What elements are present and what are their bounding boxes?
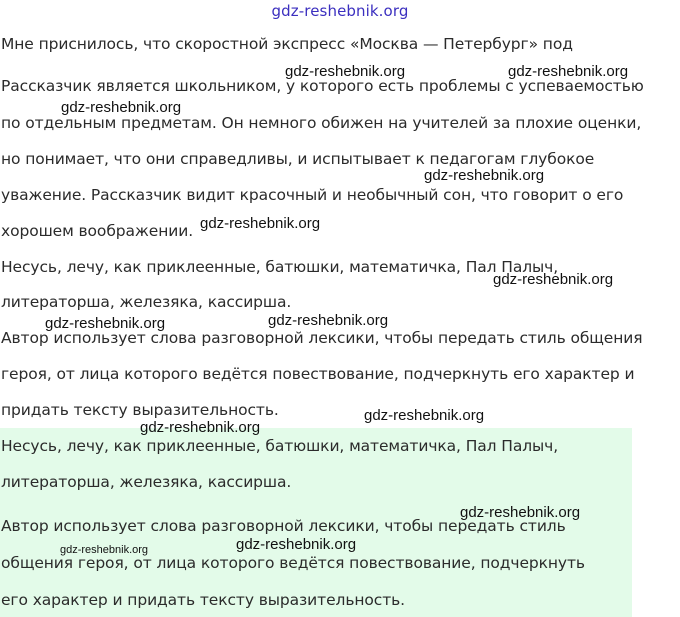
highlighted-line: Автор использует слова разговорной лексики, чтобы передать стиль [1,517,566,535]
watermark: gdz-reshebnik.org [200,215,321,232]
watermark: gdz-reshebnik.org [364,407,485,424]
text-line: уважение. Рассказчик видит красочный и необычный сон, что говорит о его [1,186,624,204]
watermark: gdz-reshebnik.org [424,167,545,184]
text-line: но понимает, что они справедливы, и испытывает к педагогам глубокое [1,150,595,168]
text-line: хорошем воображении. [1,222,194,240]
watermark: gdz-reshebnik.org [45,315,166,332]
text-line: Мне приснилось, что скоростной экспресс «Москва — Петербург» под [1,35,573,53]
highlighted-line: его характер и придать тексту выразительность. [1,591,405,609]
text-line: по отдельным предметам. Он немного обижен на учителей за плохие оценки, [1,114,642,132]
watermark: gdz-reshebnik.org [268,312,389,329]
watermark: gdz-reshebnik.org [236,536,357,553]
watermark: gdz-reshebnik.org [285,63,406,80]
text-line: героя, от лица которого ведётся повествование, подчеркнуть его характер и [1,365,635,383]
text-line: придать тексту выразительность. [1,401,279,419]
highlighted-line: общения героя, от лица которого ведётся повествование, подчеркнуть [1,554,585,572]
watermark: gdz-reshebnik.org [61,99,182,116]
text-line: Несусь, лечу, как приклеенные, батюшки, математичка, Пал Палыч, [1,258,559,276]
text-line: Рассказчик является школьником, у которого есть проблемы с успеваемостью [1,77,644,95]
watermark: gdz-reshebnik.org [508,63,629,80]
watermark: gdz-reshebnik.org [460,504,581,521]
text-line: литераторша, железяка, кассирша. [1,293,292,311]
watermark: gdz-reshebnik.org [493,271,614,288]
highlighted-line: Несусь, лечу, как приклеенные, батюшки, математичка, Пал Палыч, [1,437,559,455]
highlighted-line: литераторша, железяка, кассирша. [1,473,292,491]
site-header-link[interactable]: gdz-reshebnik.org [271,2,409,20]
text-line: Автор использует слова разговорной лексики, чтобы передать стиль общения [1,329,643,347]
watermark: gdz-reshebnik.org [60,544,149,556]
watermark: gdz-reshebnik.org [140,419,261,436]
